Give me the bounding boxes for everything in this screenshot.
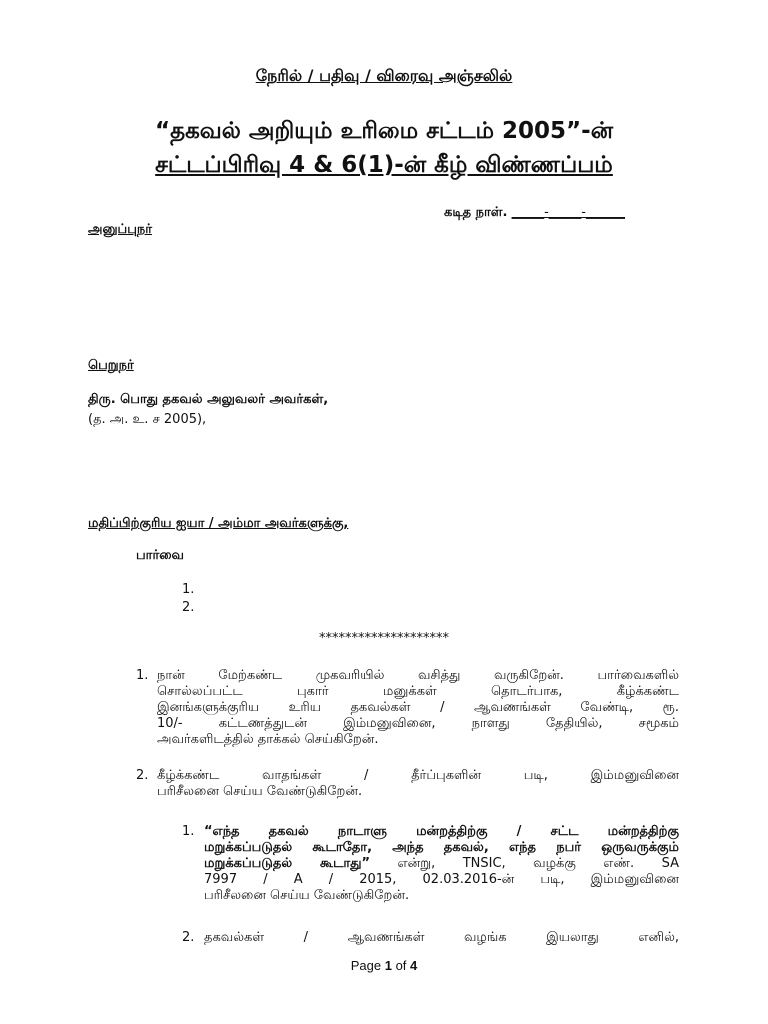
sub-item-2: [204, 930, 679, 946]
document-title-line2: சட்டப்பிரிவு 4 & 6(1)-ன் கீழ் விண்ணப்பம்: [155, 152, 613, 178]
sub-item-2-line: தகவல்கள் / ஆவணங்கள் வழங்க இயலாது எனில்,: [204, 930, 679, 945]
sub-item-1-line: “எந்த தகவல் நாடாளு மன்றத்திற்கு / சட்ட மன்றத்திற்கு: [204, 824, 679, 839]
letter-date-label: கடித நாள்.: [444, 205, 508, 220]
sub-item-1-line: மறுக்கப்படுதல் கூடாதோ, அந்த தகவல், எந்த நபர் ஒருவருக்கும்: [204, 840, 679, 855]
recipient-name: திரு. பொது தகவல் அலுவலர் அவர்கள்,: [88, 392, 329, 407]
paragraph-1: [157, 668, 679, 748]
paragraph-1-line: நான் மேற்கண்ட முகவரியில் வசித்து வருகிறேன். பார்வைகளில்: [157, 668, 679, 683]
sub-item-1-line: பரிசீலனை செய்ய வேண்டுகிறேன்.: [204, 888, 410, 903]
separator: ********************: [319, 631, 449, 646]
page-footer: [0, 958, 768, 973]
page-prefix: Page: [350, 958, 385, 973]
recipient-label: பெறுநர்: [88, 358, 134, 373]
paragraph-1-number: 1.: [136, 668, 149, 683]
delivery-mode-heading: நேரில் / பதிவு / விரைவு அஞ்சலில்: [255, 66, 513, 85]
sub-item-1-line: [204, 856, 679, 872]
sub-item-1-line: 7997 / A / 2015, 02.03.2016-ன் படி, இம்மனுவினை: [204, 872, 679, 887]
page-current: 1: [384, 958, 392, 973]
sub-item-1-number: 1.: [182, 824, 195, 839]
sub-item-1: [204, 824, 679, 904]
document-title-line1: “தகவல் அறியும் உரிமை சட்டம் 2005”-ன்: [154, 118, 614, 144]
paragraph-1-line: சொல்லப்பட்ட புகார் மனுக்கள் தொடர்பாக, கீழ்க்கண்ட: [157, 684, 679, 699]
sub-item-1-case-ref: என்று, TNSIC, வழக்கு எண். SA: [370, 856, 679, 871]
letter-date-value: _____-_____-______: [511, 205, 625, 220]
paragraph-1-line: இனங்களுக்குரிய உரிய தகவல்கள் / ஆவணங்கள் வேண்டி, ரூ.: [157, 700, 679, 715]
letter-date: [444, 205, 625, 221]
sender-label: அனுப்புநர்: [88, 222, 153, 237]
paragraph-2-line: கீழ்க்கண்ட வாதங்கள் / தீர்ப்புகளின் படி, இம்மனுவினை: [157, 768, 679, 783]
reference-item-1: 1.: [182, 582, 195, 597]
recipient-act: (த. அ. உ. ச 2005),: [88, 412, 207, 427]
paragraph-2: [157, 768, 679, 800]
paragraph-1-line: 10/- கட்டணத்துடன் இம்மனுவினை, நாளது தேதியில், சமூகம்: [157, 716, 679, 731]
salutation: மதிப்பிற்குரிய ஐயா / அம்மா அவர்களுக்கு,: [88, 516, 349, 531]
sub-item-2-number: 2.: [182, 930, 195, 945]
reference-label: பார்வை: [136, 548, 185, 563]
page-total: 4: [410, 958, 418, 973]
paragraph-2-number: 2.: [136, 768, 149, 783]
reference-item-2: 2.: [182, 600, 195, 615]
page-middle: of: [391, 958, 411, 973]
paragraph-2-line: பரிசீலனை செய்ய வேண்டுகிறேன்.: [157, 784, 363, 799]
sub-item-1-quote-end: மறுக்கப்படுதல் கூடாது”: [204, 856, 371, 871]
paragraph-1-line: அவர்களிடத்தில் தாக்கல் செய்கிறேன்.: [157, 732, 379, 747]
